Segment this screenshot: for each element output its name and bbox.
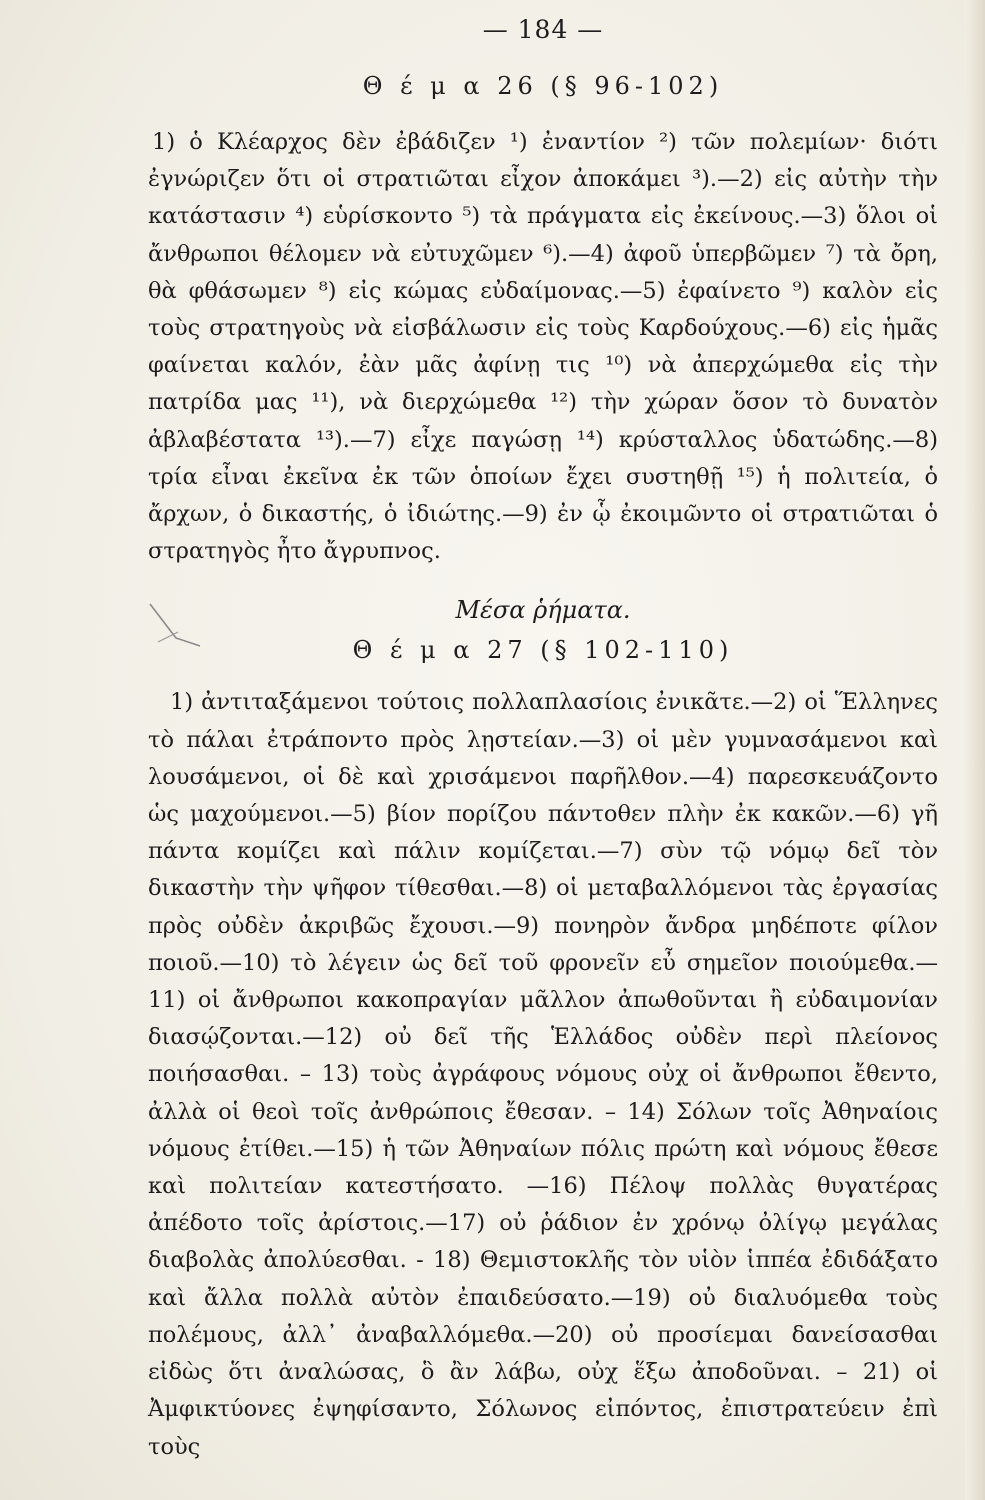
subheading-middle-verbs: Μέσα ῥήματα. xyxy=(455,596,631,625)
page-number: — 184 — xyxy=(482,15,604,44)
page-edge-shadow xyxy=(965,0,985,1500)
page-content xyxy=(148,10,938,1486)
section-heading-26: Θ έ μ α 26 (§ 96-102) xyxy=(362,72,724,100)
section-heading-27: Θ έ μ α 27 (§ 102-110) xyxy=(352,636,734,665)
exercise-text-26: 1) ὁ Κλέαρχος δὲν ἐβάδιζεν ¹) ἐναντίον ²) τῶν πολεμίων· διότι ἐγνώριζεν ὅτι οἱ στρατιῶται εἶχον ἀποκάμει ³).—2) εἰς αὐτὴν τὴν κατάστασιν ⁴) εὑρίσκοντο ⁵) τὰ πράγματα εἰς ἐκείνους.—3) ὅλοι οἱ ἄνθρωποι θέλομεν νὰ εὐτυχῶμεν ⁶).—4) ἀφοῦ ὑπερβῶμεν ⁷) τὰ ὄρη, θὰ φθάσωμεν ⁸) εἰς κώμας εὐδαίμονας.—5) ἐφαίνετο ⁹) καλὸν εἰς τοὺς στρατηγοὺς νὰ εἰσβάλωσιν εἰς τοὺς Καρδούχους.—6) εἰς ἡμᾶς φαίνεται καλόν, ἐὰν μᾶς ἀφίνῃ τις ¹⁰) νὰ ἀπερχώμεθα εἰς τὴν πατρίδα μας ¹¹), νὰ διερχώμεθα ¹²) τὴν χώραν ὅσον τὸ δυνατὸν ἀβλαβέστατα ¹³).—7) εἶχε παγώσῃ ¹⁴) κρύσταλλος ὑδατώδης.—8) τρία εἶναι ἐκεῖνα ἐκ τῶν ὁποίων ἔχει συστηθῇ ¹⁵) ἡ πολιτεία, ὁ ἄρχων, ὁ δικαστής, ὁ ἰδιώτης.—9) ἐν ᾧ ἐκοιμῶντο οἱ στρατιῶται ὁ στρατηγὸς ἦτο ἄγρυπνος. xyxy=(148,129,938,565)
exercise-text-27: 1) ἀντιταξάμενοι τούτοις πολλαπλασίοις ἐνικᾶτε.—2) οἱ Ἕλληνες τὸ πάλαι ἐτράποντο πρὸς λῃστείαν.—3) οἱ μὲν γυμνασάμενοι καὶ λουσάμενοι, οἱ δὲ καὶ χρισάμενοι παρῆλθον.—4) παρεσκευάζοντο ὡς μαχούμενοι.—5) βίον πορίζου πάντοθεν πλὴν ἐκ κακῶν.—6) γῆ πάντα κομίζει καὶ πάλιν κομίζεται.—7) σὺν τῷ νόμῳ δεῖ τὸν δικαστὴν τὴν ψῆφον τίθεσθαι.—8) οἱ μεταβαλλόμενοι τὰς ἐργασίας πρὸς οὐδὲν ἀκριβῶς ἔχουσι.—9) πονηρὸν ἄνδρα μηδέποτε φίλον ποιοῦ.—10) τὸ λέγειν ὡς δεῖ τοῦ φρονεῖν εὖ σημεῖον ποιούμεθα.—11) οἱ ἄνθρωποι κακοπραγίαν μᾶλλον ἀπωθοῦνται ἢ εὐδαιμονίαν διασῴζονται.—12) οὐ δεῖ τῆς Ἑλλάδος οὐδὲν περὶ πλείονος ποιήσασθαι. – 13) τοὺς ἀγράφους νόμους οὐχ οἱ ἄνθρωποι ἔθεντο, ἀλλὰ οἱ θεοὶ τοῖς ἀνθρώποις ἔθεσαν. – 14) Σόλων τοῖς Ἀθηναίοις νόμους ἐτίθει.—15) ἡ τῶν Ἀθηναίων πόλις πρώτη καὶ νόμους ἔθεσε καὶ πολιτείαν κατεστήσατο. —16) Πέλοψ πολλὰς θυγατέρας ἀπέδοτο τοῖς ἀρίστοις.—17) οὐ ῥάδιον ἐν χρόνῳ ὀλίγῳ μεγάλας διαβολὰς ἀπολύεσθαι. - 18) Θεμιστοκλῆς τὸν υἱὸν ἱππέα ἐδιδάξατο καὶ ἄλλα πολλὰ αὐτὸν ἐπαιδεύσατο.—19) οὐ διαλυόμεθα τοὺς πολέμους, ἀλλ᾽ ἀναβαλλόμεθα.—20) οὐ προσίεμαι δανείσασθαι εἰδὼς ὅτι ἀναλώσας, ὃ ἂν λάβω, οὐχ ἕξω ἀποδοῦναι. – 21) οἱ Ἀμφικτύονες ἐψηφίσαντο, Σόλωνος εἰπόντος, ἐπιστρατεύειν ἐπὶ τοὺς xyxy=(148,689,938,1460)
